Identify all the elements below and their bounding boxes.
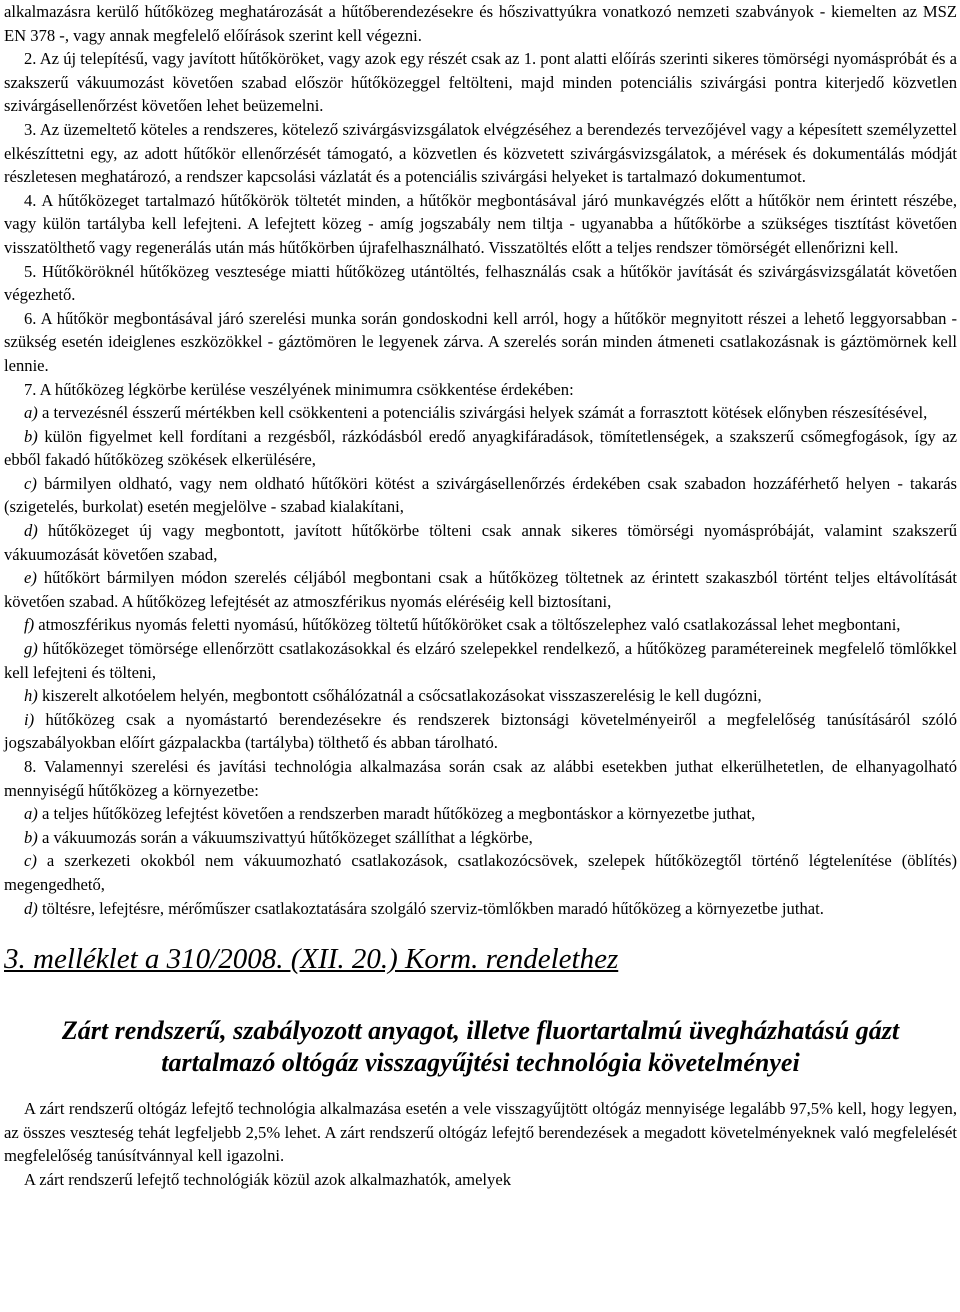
item-label: d) (24, 898, 38, 918)
item-7h (4, 684, 957, 708)
closing-paragraph-2: A zárt rendszerű lefejtő technológiák közül azok alkalmazhatók, amelyek (24, 1169, 512, 1189)
item-7e (4, 566, 957, 613)
annex-title: 3. melléklet a 310/2008. (XII. 20.) Korm. rendelethez (4, 943, 619, 976)
paragraph-3: 3. Az üzemeltető köteles a rendszeres, kötelező szivárgásvizsgálatok elvégzéséhez a berendezés tervezőjével vagy a képesített személyzettel elkészíttetni egy, az adott hűtőkör ellenőrzését támogató, a közvetlen és közvetett szivárgásvizsgálatok, a mérések és dokumentálás módját részletesen meghatározó, a rendszer kapcsolási vázlatát és a potenciális szivárgási helyeket is tartalmazó dokumentumot. (4, 119, 957, 187)
item-text: a szerkezeti okokból nem vákuumozható csatlakozások, csatlakozócsövek, szelepek hűtőközegtől történő légtelenítése (öblítés) megengedhető, (4, 851, 957, 894)
item-label: a) (24, 804, 38, 824)
item-text: a vákuumozás során a vákuumszivattyú hűtőközeget szállíthat a légkörbe, (37, 827, 533, 847)
section-heading: Zárt rendszerű, szabályozott anyagot, illetve fluortartalmú üvegházhatású gázt tartalmazó oltógáz visszagyűjtési technológia követelményei (61, 1016, 900, 1078)
item-label: i) (24, 709, 35, 729)
paragraph-2: 2. Az új telepítésű, vagy javított hűtőköröket, vagy azok egy részét csak az 1. pont alatti előírás szerinti sikeres tömörségi nyomáspróbát és a szakszerű vákuumozást követően szabad először hűtőközeggel feltölteni, majd minden potenciális szivárgási pontra kiterjedő közvetlen szivárgásellenőrzést követően lehet beüzemelni. (4, 49, 957, 116)
item-label: g) (24, 639, 38, 659)
item-7i (4, 708, 957, 755)
item-8a (4, 802, 957, 826)
item-text: a teljes hűtőközeg lefejtést követően a rendszerben maradt hűtőközeg a megbontáskor a környezetbe juthat, (37, 804, 756, 824)
item-label: b) (24, 426, 38, 446)
item-label: f) (24, 615, 35, 635)
item-7a (4, 401, 957, 425)
item-text: kiszerelt alkotóelem helyén, megbontott csőhálózatnál a csőcsatlakozásokat visszaszerelésig le kell dugózni, (37, 686, 762, 706)
item-8d (4, 897, 957, 921)
paragraph-intro: alkalmazásra kerülő hűtőközeg meghatározását a hűtőberendezésekre és hőszivattyúkra vonatkozó nemzeti szabványok - kiemelten az MSZ EN 378 -, vagy annak megfelelő előírások szerint kell végezni. (4, 2, 957, 45)
item-text: a tervezésnél ésszerű mértékben kell csökkenteni a potenciális szivárgási helyek számát a forrasztott kötések előnyben részesítésével, (37, 403, 928, 423)
item-label: a) (24, 403, 38, 423)
item-label: h) (24, 686, 38, 706)
paragraph-6: 6. A hűtőkör megbontásával járó szerelési munka során gondoskodni kell arról, hogy a hűtőkör megnyitott részei a lehető leggyorsabban - szükség esetén ideiglenes eszközökkel - gáztömören le legyenek zárva. A szerelés során minden átmeneti csatlakozásnak is gáztömörnek kell lennie. (4, 308, 957, 375)
item-7f (4, 613, 957, 637)
item-7g (4, 637, 957, 684)
item-text: atmoszférikus nyomás feletti nyomású, hűtőközeg töltetű hűtőköröket csak a töltőszelephez való csatlakozással lehet megbontani, (34, 615, 901, 635)
closing-paragraph-1: A zárt rendszerű oltógáz lefejtő technológia alkalmazása esetén a vele visszagyűjtött oltógáz mennyisége legalább 97,5% kell, hogy legyen, az összes veszteség tehát legfeljebb 2,5% lehet. A zárt rendszerű oltógáz lefejtő berendezések a megadott követelményeknek való megfelelését megfelelőség tanúsítvánnyal kell igazolni. (4, 1099, 957, 1166)
item-label: e) (24, 568, 37, 588)
item-text: hűtőközeget új vagy megbontott, javított hűtőkörbe tölteni csak annak sikeres tömörségi nyomáspróbáját, valamint szakszerű vákuumozását követően szabad, (4, 521, 957, 564)
item-label: b) (24, 827, 38, 847)
item-text: hűtőkört bármilyen módon szerelés céljából megbontani csak a hűtőközeg töltetnek az érintett szakaszból történt teljes eltávolítását követően szabad. A hűtőközeg lefejtését az atmoszférikus nyomás eléréséig kell biztosítani, (4, 568, 957, 611)
closing-text (4, 1097, 957, 1191)
paragraph-4: 4. A hűtőközeget tartalmazó hűtőkörök töltetét minden, a hűtőkör megbontásával járó munkavégzés előtt a hűtőkör nem érintett részébe, vagy külön tartályba kell lefejteni. A lefejtett közeg - amíg jogszabály nem tiltja - ugyanabba a hűtőkörbe a szükséges tisztítást követően visszatölthető vagy regenerálás után más hűtőkörben újrafelhasználható. Visszatöltés előtt a teljes rendszer tömörségét ellenőrizni kell. (4, 190, 957, 257)
item-8b (4, 826, 957, 850)
item-text: bármilyen oldható, vagy nem oldható hűtőköri kötést a szivárgásellenőrzés érdekében csak szabadon hozzáférhető helyen - takarás (szigetelés, burkolat) esetén megjelölve - szabad kialakítani, (4, 473, 957, 517)
regulation-body (4, 0, 957, 920)
item-7d (4, 519, 957, 566)
paragraph-8: 8. Valamennyi szerelési és javítási technológia alkalmazása során csak az alábbi esetekben juthat elkerülhetetlen, de elhanyagolható mennyiségű hűtőközeg a környezetbe: (4, 757, 957, 800)
item-7c (4, 472, 957, 519)
item-text: töltésre, lefejtésre, mérőműszer csatlakoztatására szolgáló szerviz-tömlőkben maradó hűtőközeg a környezetbe juthat. (37, 898, 824, 918)
item-text: hűtőközeget tömörsége ellenőrzött csatlakozásokkal és elzáró szelepekkel rendelkező, a hűtőközeg paramétereinek megfelelő tömlőkkel kell lefejteni és tölteni, (4, 639, 957, 682)
paragraph-7: 7. A hűtőközeg légkörbe kerülése veszélyének minimumra csökkentése érdekében: (24, 379, 574, 399)
item-label: d) (24, 521, 38, 541)
item-text: hűtőközeg csak a nyomástartó berendezésekre és rendszerek biztonsági követelményeiről a megfelelőség tanúsításáról szóló jogszabályokban előírt gázpalackba (tartályba) tölthető és abban tárolható. (4, 709, 957, 753)
item-7b (4, 425, 957, 472)
item-label: c) (24, 473, 37, 493)
item-label: c) (24, 851, 37, 871)
paragraph-5: 5. Hűtőköröknél hűtőközeg vesztesége miatti hűtőközeg utántöltés, felhasználás csak a hűtőkör javítását és szivárgásvizsgálatát követően végezhető. (4, 261, 957, 305)
item-text: külön figyelmet kell fordítani a rezgésből, rázkódásból eredő anyagkifáradások, tömítetlenségek, a szakszerű csőmegfogások, így az ebből fakadó hűtőközeg szökések elkerülésére, (4, 426, 957, 470)
item-8c (4, 849, 957, 896)
